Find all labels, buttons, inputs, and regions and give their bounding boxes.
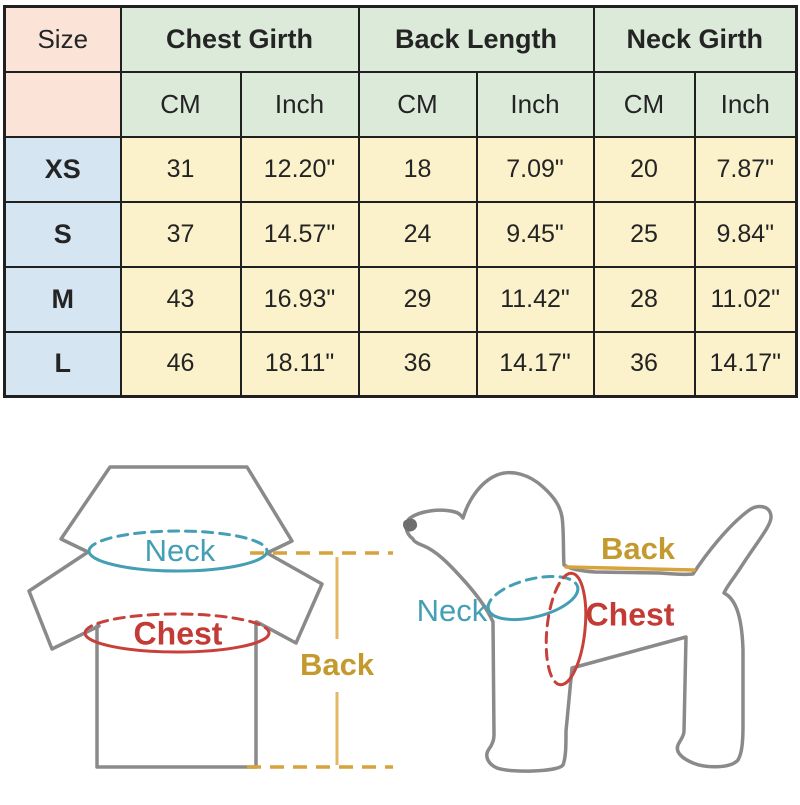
garment-left-sleeve-outline xyxy=(29,552,99,649)
value-cell: 9.45" xyxy=(477,202,594,267)
value-cell: 36 xyxy=(594,332,695,397)
size-cell: S xyxy=(5,202,121,267)
value-cell: 12.20" xyxy=(241,137,359,202)
dog-neck-label: Neck xyxy=(416,593,488,629)
value-cell: 28 xyxy=(594,267,695,332)
value-cell: 14.57" xyxy=(241,202,359,267)
value-cell: 29 xyxy=(359,267,477,332)
unit-cell-back-cm: CM xyxy=(359,72,477,137)
unit-cell-neck-cm: CM xyxy=(594,72,695,137)
dog-illustration xyxy=(403,473,771,771)
size-cell: M xyxy=(5,267,121,332)
unit-row xyxy=(5,72,797,137)
value-cell: 18 xyxy=(359,137,477,202)
size-column-header: Size xyxy=(5,7,121,72)
value-cell: 7.09" xyxy=(477,137,594,202)
value-cell: 31 xyxy=(121,137,241,202)
unit-cell-back-inch: Inch xyxy=(477,72,594,137)
value-cell: 36 xyxy=(359,332,477,397)
back-length-header: Back Length xyxy=(359,7,594,72)
header-row xyxy=(5,7,797,72)
value-cell: 37 xyxy=(121,202,241,267)
table-row-l xyxy=(5,332,797,397)
value-cell: 46 xyxy=(121,332,241,397)
value-cell: 24 xyxy=(359,202,477,267)
table-row-xs xyxy=(5,137,797,202)
value-cell: 25 xyxy=(594,202,695,267)
value-cell: 16.93" xyxy=(241,267,359,332)
dog-back-label: Back xyxy=(600,531,676,567)
dog-nose xyxy=(403,519,417,532)
dog-neck-ellipse-dashed xyxy=(484,568,578,609)
garment-back-label: Back xyxy=(299,647,375,683)
value-cell: 7.87" xyxy=(695,137,797,202)
value-cell: 14.17" xyxy=(695,332,797,397)
dog-chest-ellipse-dashed xyxy=(541,571,572,684)
value-cell: 43 xyxy=(121,267,241,332)
unit-cell-chest-inch: Inch xyxy=(241,72,359,137)
value-cell: 11.42" xyxy=(477,267,594,332)
value-cell: 9.84" xyxy=(695,202,797,267)
value-cell: 11.02" xyxy=(695,267,797,332)
dog-neck-ellipse-solid xyxy=(488,587,582,628)
neck-girth-header: Neck Girth xyxy=(594,7,797,72)
value-cell: 18.11" xyxy=(241,332,359,397)
measurement-diagram xyxy=(0,418,800,805)
garment-chest-label: Chest xyxy=(133,615,223,652)
size-cell: XS xyxy=(5,137,121,202)
chest-girth-header: Chest Girth xyxy=(121,7,359,72)
garment-illustration xyxy=(29,467,393,767)
unit-cell-neck-inch: Inch xyxy=(695,72,797,137)
value-cell: 20 xyxy=(594,137,695,202)
table-row-s xyxy=(5,202,797,267)
size-table xyxy=(3,5,798,398)
garment-neck-label: Neck xyxy=(144,533,216,569)
empty-cell xyxy=(5,72,121,137)
dog-chest-label: Chest xyxy=(585,596,675,633)
value-cell: 14.17" xyxy=(477,332,594,397)
table-row-m xyxy=(5,267,797,332)
size-cell: L xyxy=(5,332,121,397)
unit-cell-chest-cm: CM xyxy=(121,72,241,137)
